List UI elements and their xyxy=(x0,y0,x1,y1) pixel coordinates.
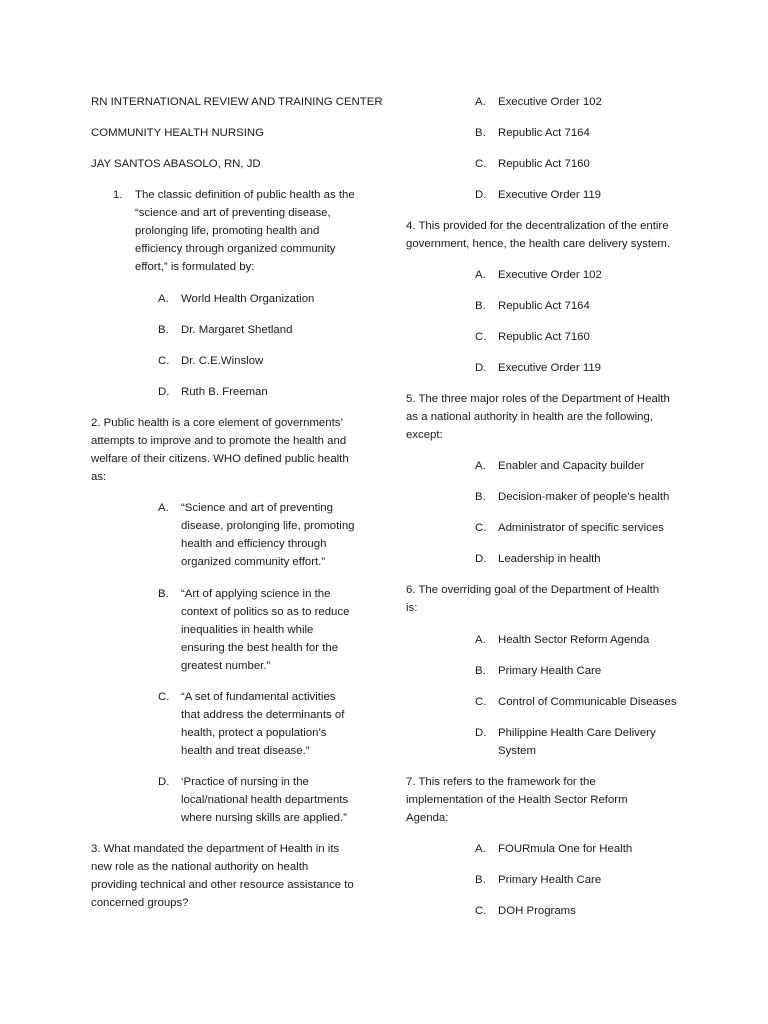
question-2-line: 2. Public health is a core element of governments’ xyxy=(91,417,343,429)
question-6-line: 6. The overriding goal of the Department of Health xyxy=(406,584,660,596)
question-3-line: providing technical and other resource assistance to xyxy=(91,879,354,891)
question-5-line: as a national authority in health are the following, xyxy=(406,411,653,423)
question-2-line: as: xyxy=(91,471,107,483)
question-5-line: except: xyxy=(406,429,443,441)
question-7-line: 7. This refers to the framework for the xyxy=(406,776,596,788)
question-1-line: effort,” is formulated by: xyxy=(135,261,255,273)
header-author: JAY SANTOS ABASOLO, RN, JD xyxy=(91,158,261,170)
question-3-line: concerned groups? xyxy=(91,897,189,909)
question-7-line: Agenda: xyxy=(406,812,449,824)
question-6-line: is: xyxy=(406,602,418,614)
question-1-line: The classic definition of public health as the xyxy=(135,189,355,201)
question-5-line: 5. The three major roles of the Department of Health xyxy=(406,393,670,405)
question-4-line: 4. This provided for the decentralization of the entire xyxy=(406,220,669,232)
question-1-line: prolonging life, promoting health and xyxy=(135,225,320,237)
question-4-line: government, hence, the health care delivery system. xyxy=(406,238,671,250)
header-center: RN INTERNATIONAL REVIEW AND TRAINING CENTER xyxy=(91,96,383,108)
question-1-line: efficiency through organized community xyxy=(135,243,336,255)
question-2-line: welfare of their citizens. WHO defined public health xyxy=(91,453,349,465)
question-1-line: “science and art of preventing disease, xyxy=(135,207,331,219)
question-2-line: attempts to improve and to promote the health and xyxy=(91,435,347,447)
question-1-number: 1. xyxy=(113,189,123,201)
header-subject: COMMUNITY HEALTH NURSING xyxy=(91,127,264,139)
question-7-line: implementation of the Health Sector Reform xyxy=(406,794,628,806)
question-3-line: new role as the national authority on health xyxy=(91,861,309,873)
question-3-line: 3. What mandated the department of Health in its xyxy=(91,843,340,855)
